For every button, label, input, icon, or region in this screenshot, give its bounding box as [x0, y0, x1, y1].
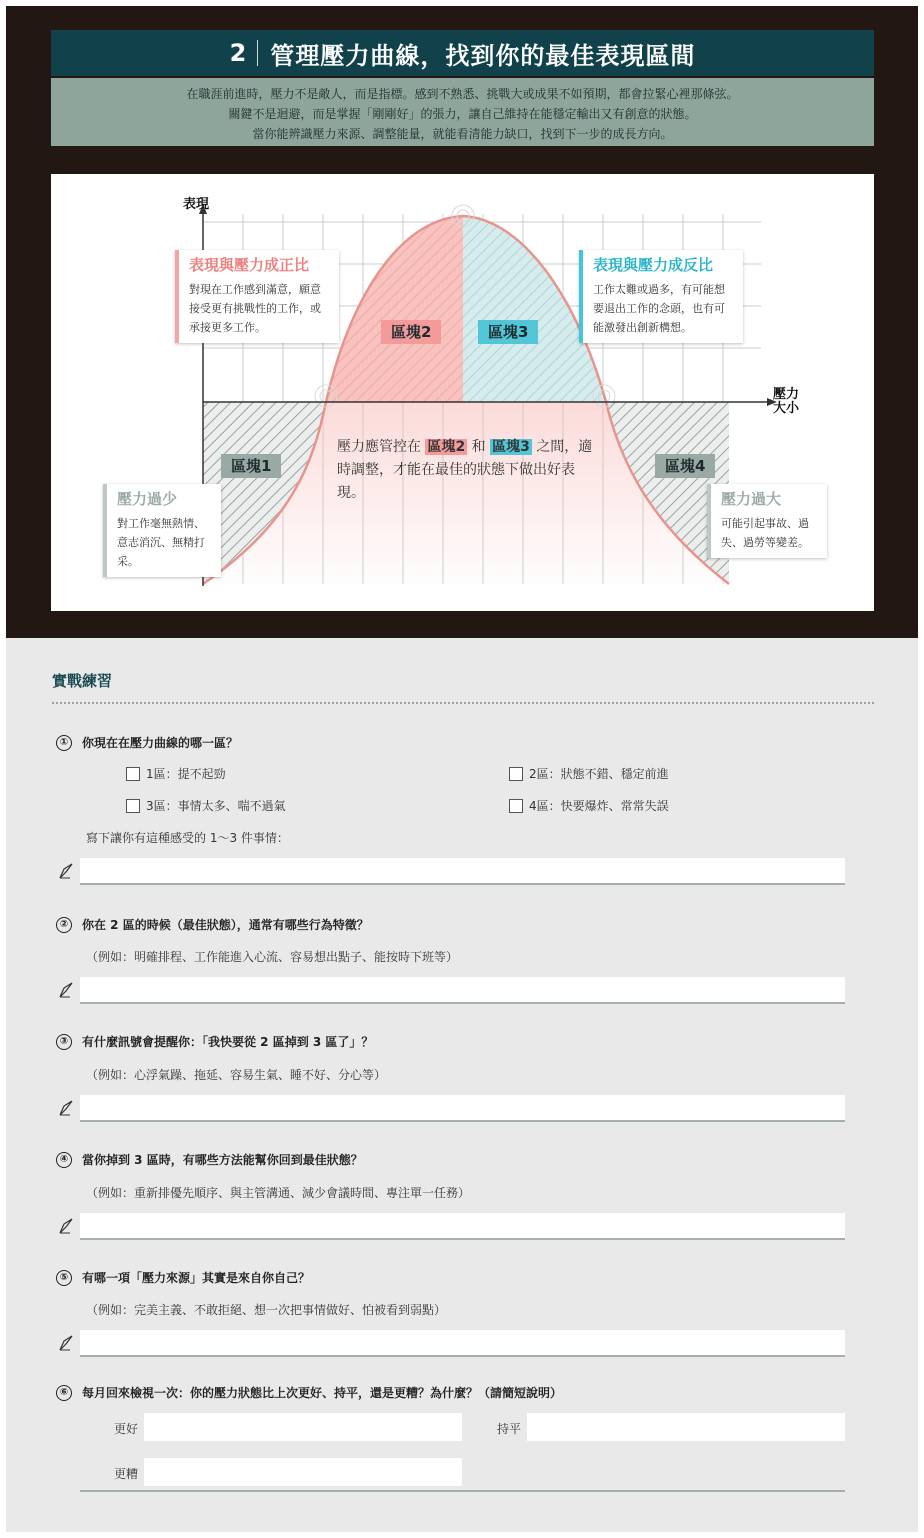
option-zone-4[interactable]	[509, 797, 669, 814]
option-zone-1[interactable]	[126, 765, 226, 782]
question-3	[56, 1033, 373, 1050]
dotted-divider	[52, 702, 874, 704]
box-body: 對現在工作感到滿意，願意接受更有挑戰性的工作，或承接更多工作。	[189, 283, 321, 334]
question-3-example: （例如：心浮氣躁、拖延、容易生氣、睡不好、分心等）	[86, 1068, 387, 1082]
question-number: ④	[56, 1152, 72, 1168]
note-text: 和	[471, 439, 486, 455]
infographic-panel	[6, 6, 918, 638]
intro-line: 關鍵不是迴避，而是掌握「剛剛好」的張力，讓自己維持在能穩定輸出又有創意的狀態。	[228, 107, 697, 121]
question-4	[56, 1151, 363, 1168]
page-title	[51, 30, 874, 76]
bottom-divider	[80, 1490, 845, 1492]
option-label: 3區：事情太多、喘不過氣	[146, 799, 286, 813]
note-text: 之間，適時調整，才能在最佳的狀態下做出好表現。	[337, 439, 593, 501]
question-text: 當你掉到 3 區時，有哪些方法能幫你回到最佳狀態？	[82, 1153, 363, 1167]
zone-3-tag: 區塊3	[478, 320, 538, 344]
question-number: ③	[56, 1034, 72, 1050]
title-divider	[257, 40, 258, 66]
note-highlight-zone-3: 區塊3	[492, 439, 530, 455]
too-little-stress-box	[103, 484, 221, 577]
too-much-stress-box	[707, 484, 827, 558]
question-1-sub: 寫下讓你有這種感受的 1～3 件事情：	[86, 831, 289, 845]
question-1	[56, 734, 238, 751]
zone-2-tag: 區塊2	[381, 320, 441, 344]
option-zone-2[interactable]	[509, 765, 669, 782]
question-5-example: （例如：完美主義、不敢拒絕、想一次把事情做好、怕被看到弱點）	[86, 1303, 447, 1317]
question-2	[56, 916, 369, 933]
answer-field-4[interactable]	[80, 1213, 845, 1240]
question-text: 有哪一項「壓力來源」其實是來自你自己？	[82, 1271, 311, 1285]
box-title: 表現與壓力成反比	[593, 256, 714, 274]
better-field[interactable]	[144, 1413, 462, 1441]
answer-field-5[interactable]	[80, 1330, 845, 1357]
question-2-example: （例如：明確排程、工作能進入心流、容易想出點子、能按時下班等）	[86, 950, 459, 964]
question-number: ⑤	[56, 1270, 72, 1286]
stress-curve-chart	[51, 174, 874, 611]
question-text: 有什麼訊號會提醒你：「我快要從 2 區掉到 3 區了」？	[82, 1035, 374, 1049]
box-body: 對工作毫無熱情、意志消沉、無精打采。	[117, 517, 205, 568]
question-5	[56, 1269, 310, 1286]
practice-title: 實戰練習	[52, 672, 113, 690]
x-axis-label	[773, 388, 799, 416]
zone-4-tag: 區塊4	[655, 454, 715, 478]
y-axis-label: 表現	[183, 197, 210, 212]
option-label: 2區：狀態不錯、穩定前進	[529, 767, 669, 781]
pen-icon	[58, 1217, 76, 1235]
question-text: 每月回來檢視一次：你的壓力狀態比上次更好、持平，還是更糟？為什麼？（請簡短說明）	[82, 1386, 563, 1400]
pen-icon	[58, 981, 76, 999]
answer-field-2[interactable]	[80, 977, 845, 1004]
intro-text	[51, 78, 874, 146]
title-text: 管理壓力曲線，找到你的最佳表現區間	[270, 41, 696, 70]
checkbox[interactable]	[126, 799, 140, 813]
x-axis-label-line: 大小	[773, 401, 800, 416]
zone-2-area	[326, 216, 463, 402]
box-title: 表現與壓力成正比	[189, 256, 310, 274]
question-number: ②	[56, 917, 72, 933]
practice-worksheet	[6, 638, 918, 1532]
pen-icon	[58, 862, 76, 880]
same-label: 持平	[497, 1422, 522, 1436]
checkbox[interactable]	[509, 799, 523, 813]
question-text: 你在 2 區的時候（最佳狀態），通常有哪些行為特徵？	[82, 918, 369, 932]
positive-correlation-box	[175, 250, 339, 343]
negative-correlation-box	[579, 250, 743, 343]
question-number: ①	[56, 735, 72, 751]
better-label: 更好	[114, 1422, 139, 1436]
question-number: ⑥	[56, 1385, 72, 1401]
box-body: 可能引起事故、過失、過勞等變差。	[721, 517, 809, 549]
pen-icon	[58, 1334, 76, 1352]
option-zone-3[interactable]	[126, 797, 286, 814]
checkbox[interactable]	[509, 767, 523, 781]
pen-icon	[58, 1099, 76, 1117]
same-field[interactable]	[527, 1413, 845, 1441]
intro-line: 在職涯前進時，壓力不是敵人，而是指標。感到不熟悉、挑戰大或成果不如預期，都會拉緊心裡那條弦。	[186, 87, 739, 101]
note-text: 壓力應管控在	[337, 439, 421, 455]
question-4-example: （例如：重新排優先順序、與主管溝通、減少會議時間、專注單一任務）	[86, 1186, 471, 1200]
note-highlight-zone-2: 區塊2	[427, 439, 466, 455]
question-text: 你現在在壓力曲線的哪一區？	[82, 736, 239, 750]
x-axis-label-line: 壓力	[773, 387, 800, 402]
section-number: 2	[229, 39, 248, 67]
answer-field-3[interactable]	[80, 1095, 845, 1122]
box-body: 工作太難或過多，有可能想要退出工作的念頭，也有可能激發出創新構想。	[593, 283, 725, 334]
option-label: 4區：快要爆炸、常常失誤	[529, 799, 669, 813]
box-title: 壓力過大	[721, 490, 782, 508]
center-note	[337, 436, 599, 505]
box-title: 壓力過少	[117, 490, 178, 508]
worse-label: 更糟	[114, 1467, 139, 1481]
answer-field-1[interactable]	[80, 858, 845, 885]
checkbox[interactable]	[126, 767, 140, 781]
question-6	[56, 1384, 562, 1401]
worse-field[interactable]	[144, 1458, 462, 1486]
option-label: 1區：提不起勁	[146, 767, 226, 781]
intro-line: 當你能辨識壓力來源、調整能量，就能看清能力缺口，找到下一步的成長方向。	[252, 127, 673, 141]
zone-1-tag: 區塊1	[221, 454, 281, 478]
